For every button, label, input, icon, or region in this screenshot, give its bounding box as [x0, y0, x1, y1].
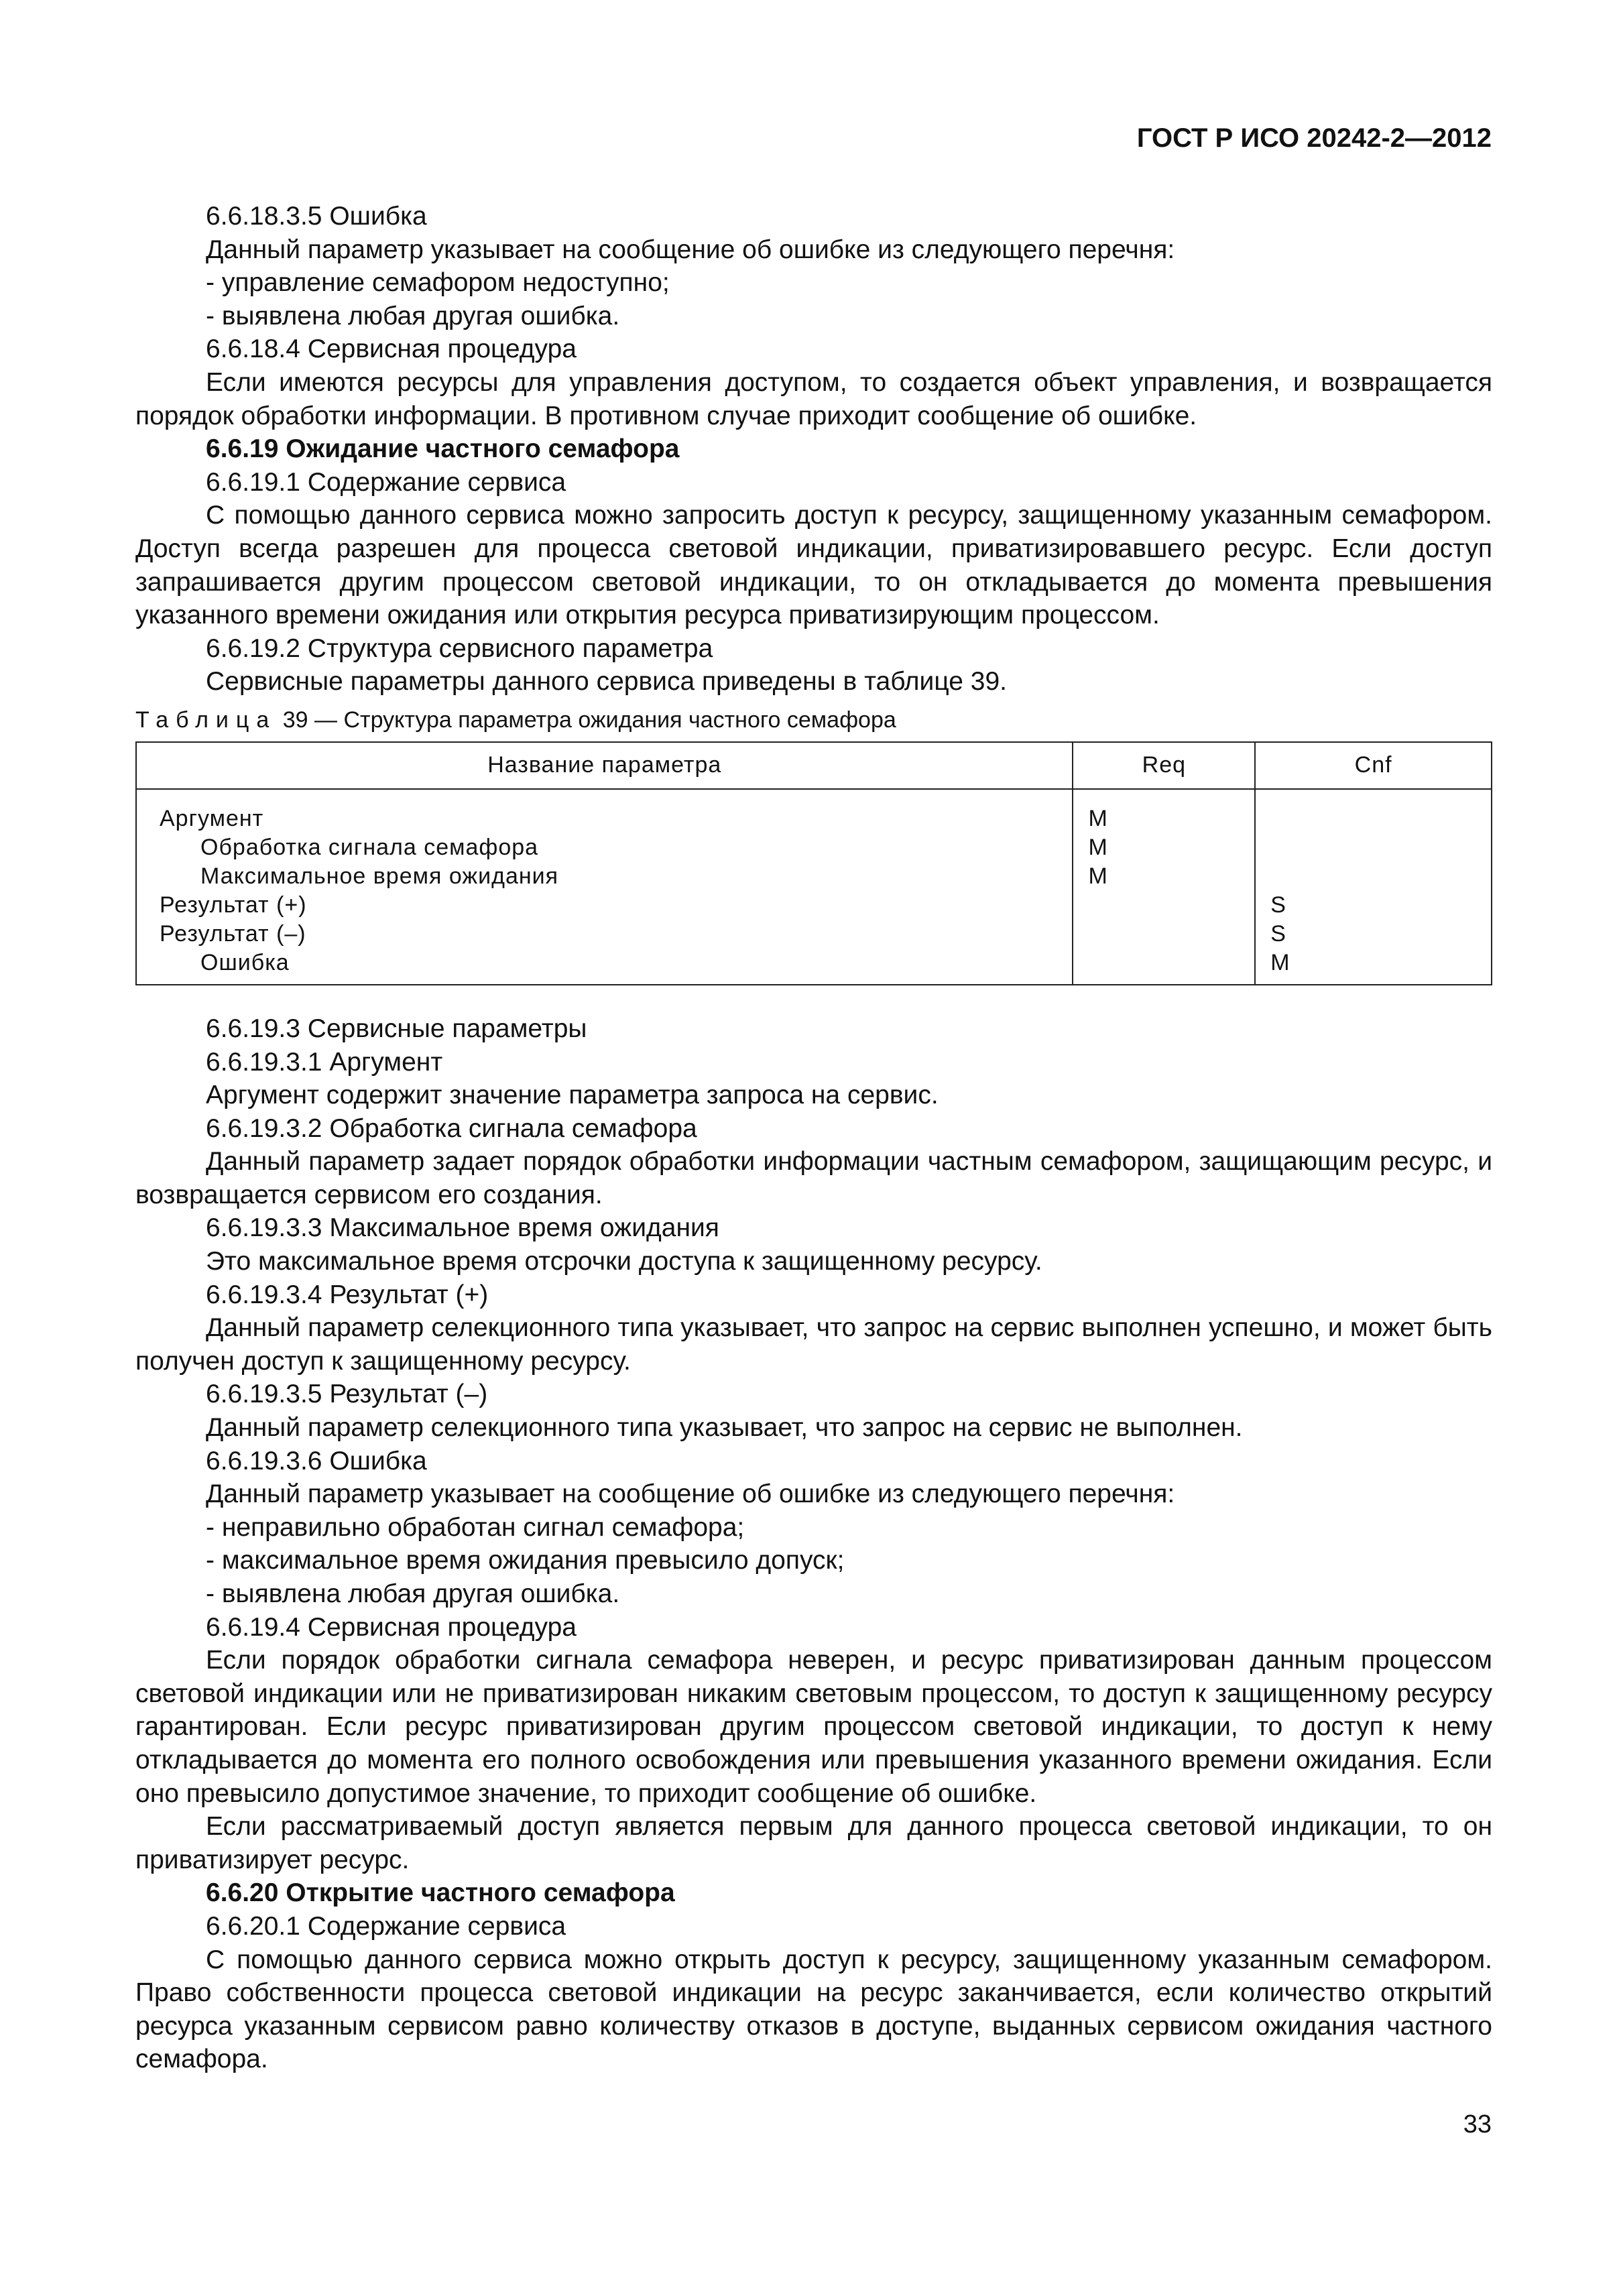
- cnf-value: [1256, 804, 1490, 833]
- cnf-value: [1256, 833, 1490, 862]
- paragraph: Если порядок обработки сигнала семафора неверен, и ресурс приватизирован данным процессом световой индикации или не приватизирован никаким световым процессом, то доступ к защищенному ресурсу гарантирован. Если ресурс приватизирован другим процессом световой индикации, то доступ к нему откладывается до момента его полного освобождения или превышения указанного времени ожидания. Если оно превысило допустимое значение, то приходит сообщение об ошибке.: [135, 1646, 1492, 1808]
- cnf-value: S: [1270, 920, 1286, 947]
- paragraph: С помощью данного сервиса можно открыть доступ к ресурсу, защищенному указанным семафором. Право собственности процесса световой индикации на ресурс заканчивается, если количество открытий ресурса указанным сервисом равно количеству отказов в доступе, выданных сервисом ожидания частного семафора.: [135, 1945, 1492, 2074]
- cnf-cell: [1255, 789, 1492, 985]
- paragraph: Данный параметр селекционного типа указывает, что запрос на сервис выполнен успешно, и может быть получен доступ к защищенному ресурсу.: [135, 1313, 1492, 1376]
- list-item: - неправильно обработан сигнал семафора;: [206, 1512, 745, 1542]
- column-header-req: Req: [1073, 742, 1255, 789]
- standard-designation: ГОСТ Р ИСО 20242-2—2012: [1136, 123, 1492, 153]
- table-caption-label: Таблица: [135, 707, 277, 733]
- cnf-value: M: [1270, 949, 1290, 975]
- parameter-names-cell: [136, 789, 1073, 985]
- req-value: M: [1088, 805, 1108, 831]
- paragraph: Сервисные параметры данного сервиса приведены в таблице 39.: [206, 667, 1007, 697]
- parameter-name: Результат (+): [160, 892, 307, 918]
- table-header-row: [136, 742, 1492, 789]
- parameter-name: Ошибка: [200, 949, 290, 975]
- section-heading-6-6-20: 6.6.20 Открытие частного семафора: [206, 1878, 675, 1908]
- document-body: [135, 200, 1492, 2076]
- paragraph: 6.6.18.4 Сервисная процедура: [206, 335, 577, 364]
- paragraph: Аргумент содержит значение параметра запроса на сервис.: [206, 1081, 939, 1110]
- paragraph: 6.6.19.3.3 Максимальное время ожидания: [206, 1213, 719, 1243]
- parameter-name: Аргумент: [160, 805, 264, 831]
- column-header-name: Название параметра: [136, 742, 1073, 789]
- cnf-value: [1256, 862, 1490, 891]
- parameter-table: [135, 741, 1492, 985]
- paragraph: Если имеются ресурсы для управления доступом, то создается объект управления, и возвращается порядок обработки информации. В противном случае приходит сообщение об ошибке.: [135, 367, 1492, 430]
- paragraph: 6.6.19.3.4 Результат (+): [206, 1280, 489, 1309]
- paragraph: 6.6.19.4 Сервисная процедура: [206, 1612, 577, 1642]
- req-value: [1074, 891, 1254, 920]
- parameter-name: Максимальное время ожидания: [200, 863, 559, 889]
- paragraph: 6.6.19.2 Структура сервисного параметра: [206, 633, 713, 663]
- req-cell: [1073, 789, 1255, 985]
- parameter-name: Обработка сигнала семафора: [200, 834, 539, 860]
- paragraph: 6.6.20.1 Содержание сервиса: [206, 1911, 566, 1941]
- page-number: 33: [1463, 2110, 1492, 2138]
- req-value: [1074, 949, 1254, 977]
- table-caption-title: 39 — Структура параметра ожидания частного семафора: [276, 707, 896, 733]
- paragraph: Данный параметр селекционного типа указывает, что запрос на сервис не выполнен.: [206, 1413, 1243, 1443]
- paragraph: 6.6.19.3.2 Обработка сигнала семафора: [206, 1113, 697, 1143]
- paragraph: 6.6.19.3.5 Результат (–): [206, 1380, 488, 1409]
- table-row: [136, 789, 1492, 985]
- req-value: [1074, 920, 1254, 949]
- list-item: - максимальное время ожидания превысило допуск;: [206, 1546, 845, 1575]
- paragraph: 6.6.19.3.6 Ошибка: [206, 1446, 427, 1475]
- list-item: - выявлена любая другая ошибка.: [206, 1579, 620, 1608]
- paragraph: Данный параметр указывает на сообщение об ошибке из следующего перечня:: [206, 1479, 1175, 1509]
- paragraph: 6.6.19.3.1 Аргумент: [206, 1047, 443, 1077]
- list-item: - выявлена любая другая ошибка.: [206, 301, 620, 330]
- table-caption: [135, 705, 1492, 735]
- paragraph: 6.6.18.3.5 Ошибка: [206, 202, 427, 231]
- req-value: M: [1088, 834, 1108, 860]
- paragraph: 6.6.19.1 Содержание сервиса: [206, 467, 566, 497]
- paragraph: Если рассматриваемый доступ является первым для данного процесса световой индикации, то он приватизирует ресурс.: [135, 1812, 1492, 1874]
- paragraph: Данный параметр указывает на сообщение об ошибке из следующего перечня:: [206, 235, 1175, 264]
- paragraph: 6.6.19.3 Сервисные параметры: [206, 1014, 587, 1043]
- req-value: M: [1088, 863, 1108, 889]
- cnf-value: S: [1270, 892, 1286, 918]
- paragraph: С помощью данного сервиса можно запросить доступ к ресурсу, защищенному указанным семафором. Доступ всегда разрешен для процесса световой индикации, приватизировавшего ресурс. Если доступ запрашивается другим процессом световой индикации, то он откладывается до момента превышения указанного времени ожидания или открытия ресурса приватизирующим процессом.: [135, 501, 1492, 630]
- paragraph: Данный параметр задает порядок обработки информации частным семафором, защищающим ресурс, и возвращается сервисом его создания.: [135, 1147, 1492, 1209]
- parameter-name: Результат (–): [160, 920, 306, 947]
- list-item: - управление семафором недоступно;: [206, 268, 670, 298]
- paragraph: Это максимальное время отсрочки доступа к защищенному ресурсу.: [206, 1247, 1042, 1276]
- column-header-cnf: Cnf: [1255, 742, 1492, 789]
- section-heading-6-6-19: 6.6.19 Ожидание частного семафора: [206, 434, 680, 464]
